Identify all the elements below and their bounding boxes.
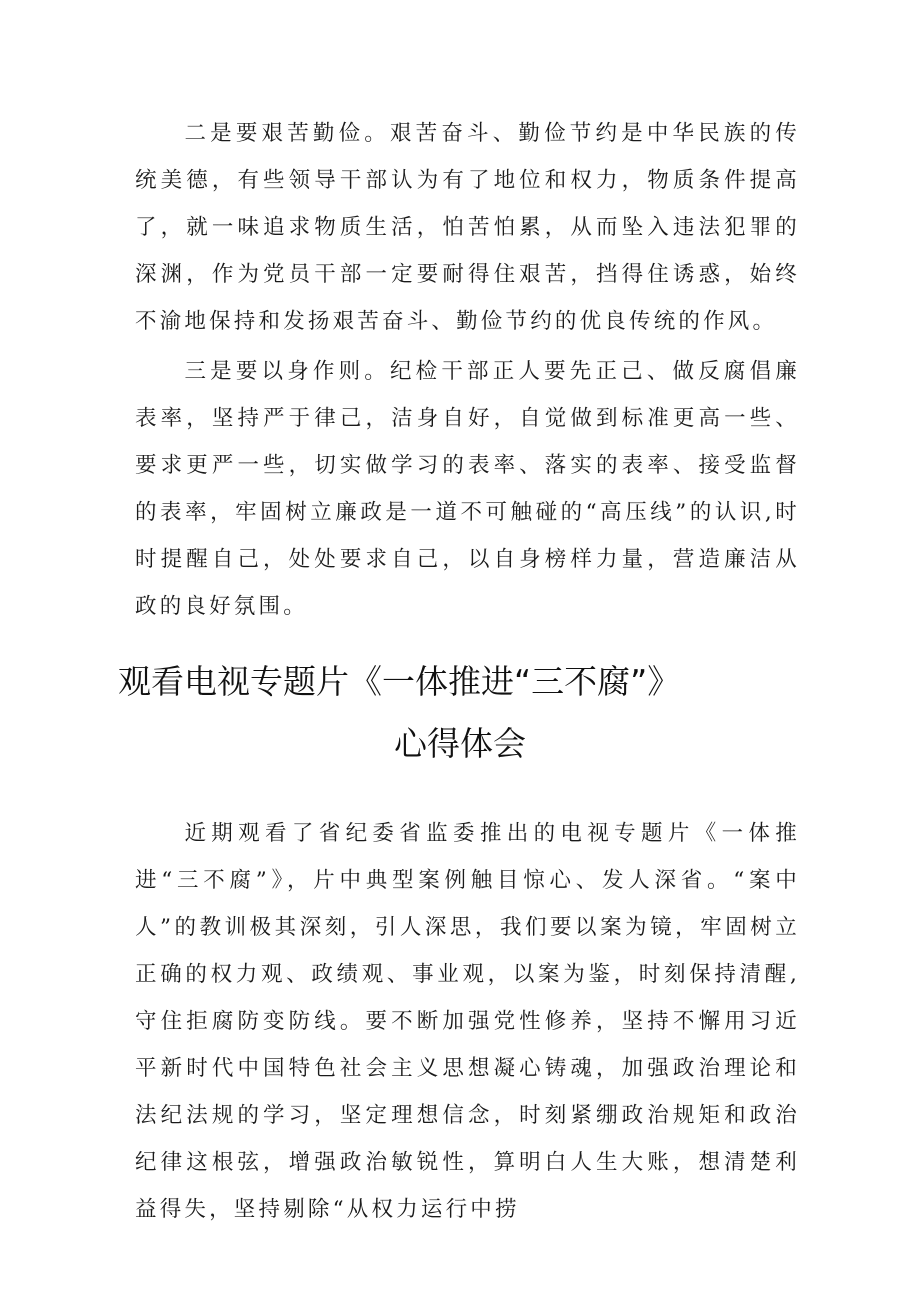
paragraph-lead-by-example: 三是要以身作则。纪检干部正人要先正己、做反腐倡廉表率，坚持严于律己，洁身自好，自觉做到标准更高一些、要求更严一些，切实做学习的表率、落实的表率、接受监督的表率，牢固树立廉政是一道不可触碰的“高压线”的认识,时时提醒自己，处处要求自己，以自身榜样力量，营造廉洁从政的良好氛围。 xyxy=(135,359,800,619)
paragraph-intro: 近期观看了省纪委省监委推出的电视专题片《一体推进“三不腐”》，片中典型案例触目惊心、发人深省。“案中人”的教训极其深刻，引人深思，我们要以案为镜，牢固树立正确的权力观、政绩观、事业观，以案为鉴，时刻保持清醒,守住拒腐防变防线。要不断加强党性修养，坚持不懈用习近平新时代中国特色社会主义思想凝心铸魂，加强政治理论和法纪法规的学习，坚定理想信念，时刻紧绷政治规矩和政治纪律这根弦，增强政治敏锐性，算明白人生大账，想清楚利益得失，坚持剔除“从权力运行中捞 xyxy=(135,821,800,1222)
article-title-line1: 观看电视专题片《一体推进“三不腐”》 xyxy=(118,662,681,701)
article-title-line2: 心得体会 xyxy=(394,724,526,763)
paragraph-frugality: 二是要艰苦勤俭。艰苦奋斗、勤俭节约是中华民族的传统美德，有些领导干部认为有了地位和权力，物质条件提高了，就一味追求物质生活，怕苦怕累，从而坠入违法犯罪的深渊，作为党员干部一定要耐得住艰苦，挡得住诱惑，始终不渝地保持和发扬艰苦奋斗、勤俭节约的优良传统的作风。 xyxy=(135,121,800,334)
